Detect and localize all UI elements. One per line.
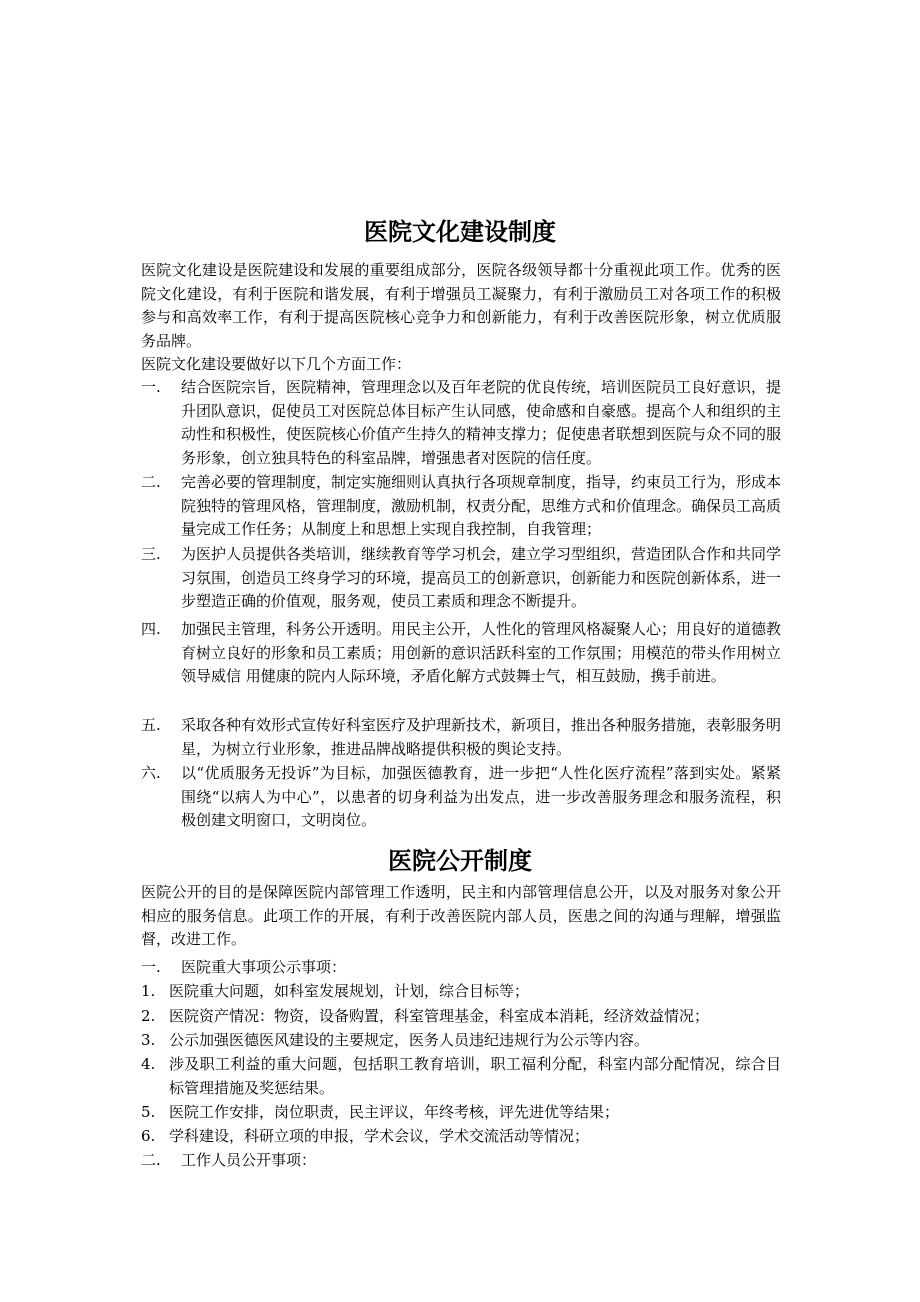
section-title-disclosure: 医院公开制度 — [388, 847, 532, 875]
section2-intro: 医院公开的目的是保障医院内部管理工作透明，民主和内部管理信息公开，以及对服务对象公开相应的服务信息。此项工作的开展，有利于改善医院内部人员，医患之间的沟通与理解，增强监督，改进工作。 — [141, 883, 781, 948]
section2-item-6 — [141, 1125, 781, 1149]
section2-item-4 — [141, 1053, 781, 1100]
heading-text: 医院重大事项公示事项： — [181, 958, 347, 976]
item-number: 4. — [141, 1055, 156, 1073]
section2-heading-2 — [141, 1149, 781, 1173]
item-number: 五. — [141, 716, 161, 734]
item-text: 为医护人员提供各类培训，继续教育等学习机会，建立学习型组织，营造团队合作和共同学习氛围，创造员工终身学习的环境，提高员工的创新意识，创新能力和医院创新体系，进一步塑造正确的价值观，服务观，使员工素质和理念不断提升。 — [181, 545, 782, 610]
item-text: 医院重大问题，如科室发展规划，计划，综合目标等； — [169, 982, 530, 1000]
section2-item-3 — [141, 1029, 781, 1053]
item-number: 二. — [141, 473, 161, 491]
section2-item-2 — [141, 1005, 781, 1029]
section1-lead: 医院文化建设要做好以下几个方面工作： — [141, 355, 412, 373]
item-text: 涉及职工利益的重大问题，包括职工教育培训，职工福利分配，科室内部分配情况，综合目标管理措施及奖惩结果。 — [169, 1055, 781, 1097]
section1-item-3 — [141, 543, 781, 614]
item-text: 以“优质服务无投诉”为目标，加强医德教育，进一步把“人性化医疗流程”落到实处。紧紧围绕“以病人为中心”，以患者的切身利益为出发点，进一步改善服务理念和服务流程，积极创建文明窗口，文明岗位。 — [181, 764, 781, 829]
item-text: 完善必要的管理制度，制定实施细则认真执行各项规章制度，指导，约束员工行为，形成本院独特的管理风格，管理制度，激励机制，权责分配，思维方式和价值理念。确保员工高质量完成工作任务；从制度上和思想上实现自我控制，自我管理； — [181, 473, 782, 538]
item-number: 六. — [141, 764, 161, 782]
section2-heading-1 — [141, 956, 781, 980]
item-text: 加强民主管理，科务公开透明。用民主公开，人性化的管理风格凝聚人心；用良好的道德教育树立良好的形象和员工素质；用创新的意识活跃科室的工作氛围；用模范的带头作用树立领导威信 用健康的院内人际环境，矛盾化解方式鼓舞士气，相互鼓励，携手前进。 — [181, 620, 782, 685]
item-number: 四. — [141, 620, 161, 638]
item-number: 1. — [141, 982, 156, 1000]
item-text: 学科建设，科研立项的申报，学术会议，学术交流活动等情况； — [169, 1127, 590, 1145]
item-text: 结合医院宗旨，医院精神，管理理念以及百年老院的优良传统，培训医院员工良好意识，提升团队意识，促使员工对医院总体目标产生认同感，使命感和自豪感。提高个人和组织的主动性和积极性，使医院核心价值产生持久的精神支撑力；促使患者联想到医院与众不同的服务形象，创立独具特色的科室品牌，增强患者对医院的信任度。 — [181, 378, 782, 467]
item-text: 医院资产情况：物资，设备购置，科室管理基金，科室成本消耗，经济效益情况； — [169, 1007, 710, 1025]
item-number: 6. — [141, 1127, 156, 1145]
item-text: 采取各种有效形式宣传好科室医疗及护理新技术，新项目，推出各种服务措施，表彰服务明星，为树立行业形象，推进品牌战略提供积极的舆论支持。 — [181, 716, 782, 758]
heading-text: 工作人员公开事项： — [181, 1151, 317, 1169]
item-number: 一. — [141, 378, 161, 396]
section2-item-1 — [141, 980, 781, 1004]
section1-item-5 — [141, 714, 781, 761]
item-number: 5. — [141, 1103, 156, 1121]
item-text: 公示加强医德医风建设的主要规定，医务人员违纪违规行为公示等内容。 — [169, 1031, 650, 1049]
section2-item-5 — [141, 1101, 781, 1125]
item-text: 医院工作安排，岗位职责，民主评议，年终考核，评先进优等结果； — [169, 1103, 620, 1121]
section1-item-2 — [141, 471, 781, 542]
item-number: 3. — [141, 1031, 156, 1049]
item-number: 2. — [141, 1007, 156, 1025]
item-number: 三. — [141, 545, 161, 563]
section1-item-1 — [141, 376, 781, 470]
section1-intro: 医院文化建设是医院建设和发展的重要组成部分，医院各级领导都十分重视此项工作。优秀的医院文化建设，有利于医院和谐发展，有利于增强员工凝聚力，有利于激励员工对各项工作的积极参与和高效率工作，有利于提高医院核心竞争力和创新能力，有利于改善医院形象，树立优质服务品牌。 — [141, 261, 781, 350]
section-title-culture: 医院文化建设制度 — [364, 218, 556, 246]
heading-number: 一. — [141, 958, 161, 976]
section1-item-6 — [141, 762, 781, 833]
heading-number: 二. — [141, 1151, 161, 1169]
section1-item-4 — [141, 618, 781, 689]
